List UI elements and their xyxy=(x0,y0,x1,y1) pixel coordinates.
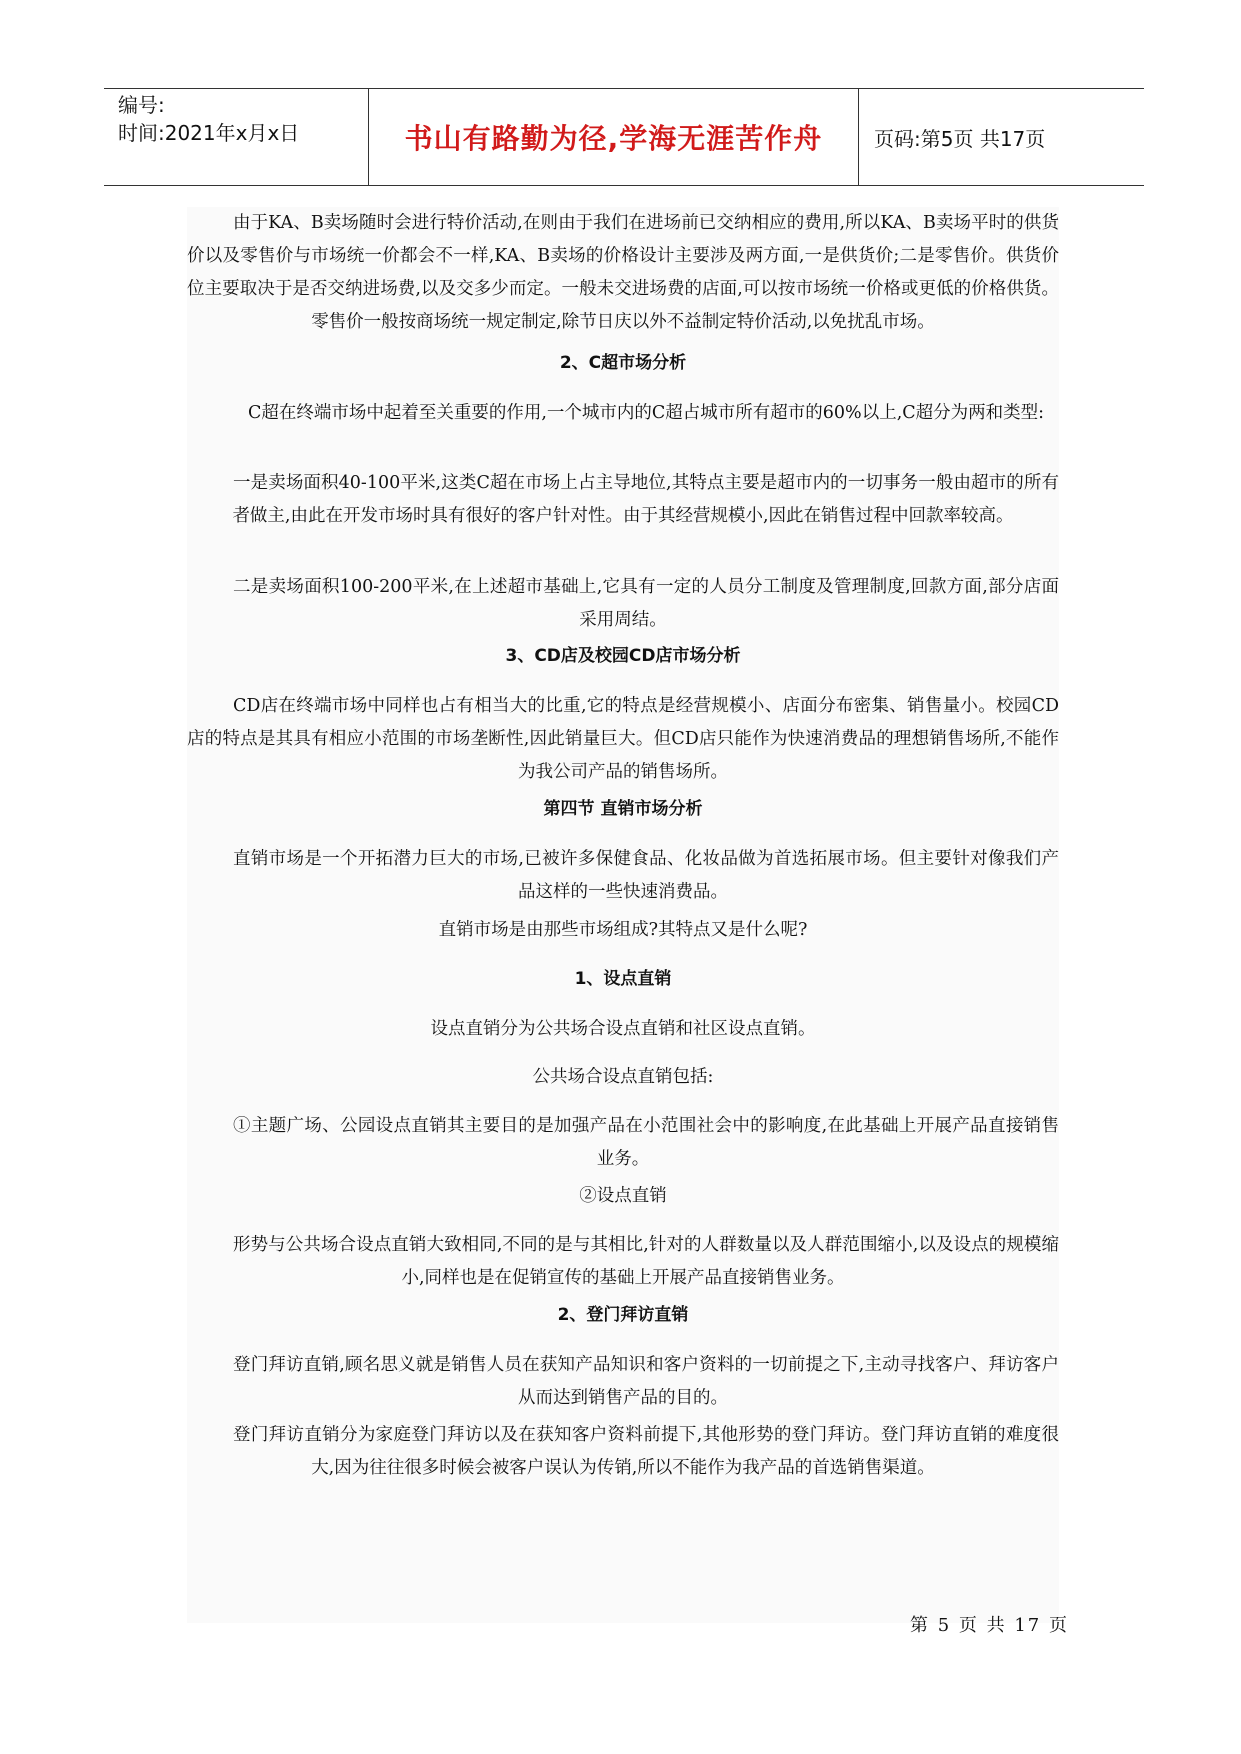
paragraph-square-park: ①主题广场、公园设点直销其主要目的是加强产品在小范围社会中的影响度,在此基础上开展产品直接销售业务。 xyxy=(233,1116,1059,1169)
page-footer: 第 5 页 共 17 页 xyxy=(910,1615,1069,1636)
number-label: 编号: xyxy=(118,93,165,117)
paragraph-door-definition: 登门拜访直销,顾名思义就是销售人员在获知产品知识和客户资料的一切前提之下,主动寻找客户、拜访客户从而达到销售产品的目的。 xyxy=(233,1355,1059,1408)
header-meta xyxy=(118,91,299,147)
header-motto: 书山有路勤为径,学海无涯苦作舟 xyxy=(404,122,823,155)
paragraph-ka-pricing: 由于KA、B卖场随时会进行特价活动,在则由于我们在进场前已交纳相应的费用,所以KA、B卖场平时的供货价以及零售价与市场统一价都会不一样,KA、B卖场的价格设计主要涉及两方面,一是供货价;二是零售价。供货价位主要取决于是否交纳进场费,以及交多少而定。一般未交进场费的店面,可以按市场统一价格或更低的价格供货。零售价一般按商场统一规定制定,除节日庆以外不益制定特价活动,以免扰乱市场。 xyxy=(187,213,1059,332)
paragraph-c-type2: 二是卖场面积100-200平米,在上述超市基础上,它具有一定的人员分工制度及管理制度,回款方面,部分店面采用周结。 xyxy=(233,577,1059,630)
heading-cd-store: 3、CD店及校园CD店市场分析 xyxy=(505,646,741,666)
paragraph-door-types: 登门拜访直销分为家庭登门拜访以及在获知客户资料前提下,其他形势的登门拜访。登门拜访直销的难度很大,因为往往很多时候会被客户误认为传销,所以不能作为我产品的首选销售渠道。 xyxy=(233,1425,1059,1478)
document-body xyxy=(187,207,1059,1623)
paragraph-spot-item2: ②设点直销 xyxy=(579,1186,667,1206)
paragraph-community: 形势与公共场合设点直销大致相同,不同的是与其相比,针对的人群数量以及人群范围缩小,以及设点的规模缩小,同样也是在促销宣传的基础上开展产品直接销售业务。 xyxy=(233,1235,1059,1288)
time-label: 时间:2021年x月x日 xyxy=(118,121,300,145)
heading-door-to-door: 2、登门拜访直销 xyxy=(557,1305,689,1325)
paragraph-question: 直销市场是由那些市场组成?其特点又是什么呢? xyxy=(438,920,808,940)
header-divider xyxy=(858,89,859,185)
heading-section4: 第四节 直销市场分析 xyxy=(543,799,703,819)
paragraph-cd-store: CD店在终端市场中同样也占有相当大的比重,它的特点是经营规模小、店面分布密集、销售量小。校园CD店的特点是其具有相应小范围的市场垄断性,因此销量巨大。但CD店只能作为快速消费品的理想销售场所,不能作为我公司产品的销售场所。 xyxy=(187,696,1059,782)
paragraph-c-type1: 一是卖场面积40-100平米,这类C超在市场上占主导地位,其特点主要是超市内的一切事务一般由超市的所有者做主,由此在开发市场时具有很好的客户针对性。由于其经营规模小,因此在销售过程中回款率较高。 xyxy=(232,473,1059,526)
paragraph-direct-market: 直销市场是一个开拓潜力巨大的市场,已被许多保健食品、化妆品做为首选拓展市场。但主要针对像我们产品这样的一些快速消费品。 xyxy=(233,849,1059,902)
paragraph-spot-types: 设点直销分为公共场合设点直销和社区设点直销。 xyxy=(430,1019,816,1039)
paragraph-public-spot: 公共场合设点直销包括: xyxy=(532,1067,714,1087)
heading-spot-sales: 1、设点直销 xyxy=(574,969,672,989)
page-header xyxy=(104,88,1144,186)
heading-c-market: 2、C超市场分析 xyxy=(559,353,687,373)
header-page-label: 页码:第5页 共17页 xyxy=(874,126,1046,151)
paragraph-c-overview: C超在终端市场中起着至关重要的作用,一个城市内的C超占城市所有超市的60%以上,C超分为两和类型: xyxy=(247,403,1045,423)
